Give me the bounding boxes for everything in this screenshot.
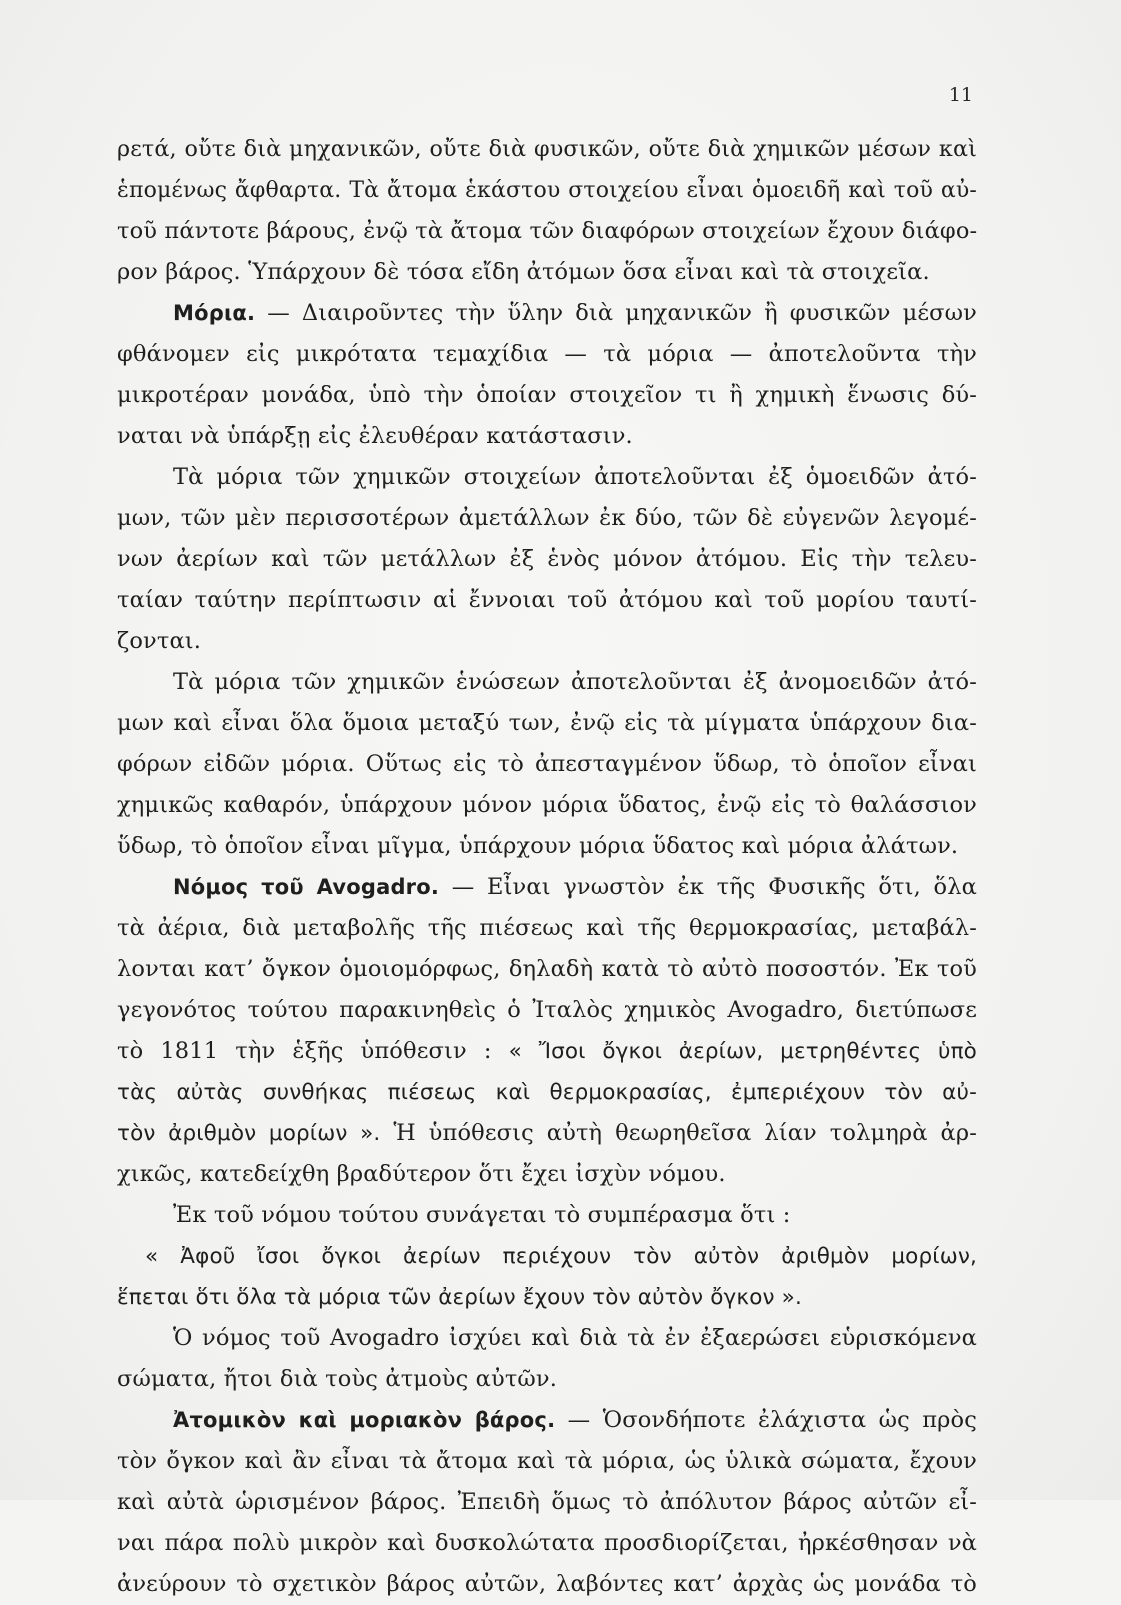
text-line: ρετά, οὔτε διὰ μηχανικῶν, οὔτε διὰ φυσικῶν, οὔτε διὰ χημικῶν μέσων καὶ [117,136,977,162]
text-line: Ἐκ τοῦ νόμου τούτου συνάγεται τὸ συμπέρασμα ὅτι : [173,1202,791,1228]
text-line: φόρων εἰδῶν μόρια. Οὕτως εἰς τὸ ἀπεσταγμένον ὕδωρ, τὸ ὁποῖον εἶναι [117,751,977,777]
text-line: χικῶς, κατεδείχθη βραδύτερον ὅτι ἔχει ἰσχὺν νόμου. [117,1161,726,1187]
text-line: νων ἀερίων καὶ τῶν μετάλλων ἐξ ἑνὸς μόνον ἀτόμου. Εἰς τὴν τελευ- [117,546,977,572]
text-line: ναται νὰ ὑπάρξῃ εἰς ἐλευθέραν κατάστασιν. [117,423,633,449]
text-fragment: — Ὁσονδήποτε ἐλάχιστα ὡς πρὸς [567,1407,977,1433]
text-line: Ὁ νόμος τοῦ Avogadro ἰσχύει καὶ διὰ τὰ ἐν ἐξαερώσει εὑρισκόμενα [173,1325,977,1351]
text-line [117,1113,977,1154]
text-line [117,1031,977,1072]
section-heading-avogadro-law: Νόμος τοῦ Avogadro. [173,875,440,899]
text-line: ταίαν ταύτην περίπτωσιν αἱ ἔννοιαι τοῦ ἀτόμου καὶ τοῦ μορίου ταυτί- [117,587,977,613]
text-line: ἀνεύρουν τὸ σχετικὸν βάρος αὐτῶν, λαβόντες κατ’ ἀρχὰς ὡς μονάδα τὸ [117,1571,977,1597]
page-body-text [117,129,977,1605]
text-line: τὰς αὐτὰς συνθήκας πιέσεως καὶ θερμοκρασίας, ἐμπεριέχουν τὸν αὐ- [117,1080,977,1105]
text-line: ναι πάρα πολὺ μικρὸν καὶ δυσκολώτατα προσδιορίζεται, ἠρκέσθησαν νὰ [117,1530,977,1556]
text-line: σώματα, ἤτοι διὰ τοὺς ἀτμοὺς αὐτῶν. [117,1366,558,1392]
text-fragment: καὶ αὐτὰ ὡρισμένον βάρος. [117,1489,447,1515]
text-line [117,1482,977,1523]
text-line [117,867,977,908]
conclusion-quote-line: « Ἀφοῦ ἴσοι ὄγκοι ἀερίων περιέχουν τὸν αὐτὸν ἀριθμὸν μορίων, [145,1244,977,1269]
text-fragment: — Διαιροῦντες τὴν ὕλην διὰ μηχανικῶν ἢ φυσικῶν μέσων [267,300,977,326]
text-line: λονται κατ’ ὄγκον ὁμοιομόρφως, δηλαδὴ κατὰ τὸ αὐτὸ ποσοστόν. Ἐκ τοῦ [117,956,977,982]
text-line: τὸν ὄγκον καὶ ἂν εἶναι τὰ ἄτομα καὶ τὰ μόρια, ὡς ὑλικὰ σώματα, ἔχουν [117,1448,977,1474]
section-heading-atomic-molecular-weight: Ἀτομικὸν καὶ μοριακὸν βάρος. [173,1408,556,1432]
text-line [117,293,977,334]
page-number: 11 [948,84,973,106]
text-fragment: Ἐπειδὴ ὅμως τὸ ἀπόλυτον βάρος αὐτῶν εἶ- [457,1489,977,1515]
text-fragment: Ἡ ὑπόθεσις αὐτὴ θεωρηθεῖσα λίαν τολμηρὰ ἀρ- [393,1120,977,1146]
text-line: γεγονότος τούτου παρακινηθεὶς ὁ Ἰταλὸς χημικὸς Avogadro, διετύπωσε [117,997,977,1023]
text-line: μων καὶ εἶναι ὅλα ὅμοια μεταξύ των, ἐνῷ εἰς τὰ μίγματα ὑπάρχουν δια- [117,710,977,736]
text-line: ζονται. [117,628,202,654]
text-line: χημικῶς καθαρόν, ὑπάρχουν μόνον μόρια ὕδατος, ἐνῷ εἰς τὸ θαλάσσιον [117,792,977,818]
text-line: Τὰ μόρια τῶν χημικῶν ἑνώσεων ἀποτελοῦνται ἐξ ἀνομοειδῶν ἀτό- [173,669,977,695]
hypothesis-quote-fragment: « Ἴσοι ὄγκοι ἀερίων, μετρηθέντες ὑπὸ [508,1039,977,1064]
text-line: ἑπομένως ἄφθαρτα. Τὰ ἄτομα ἑκάστου στοιχείου εἶναι ὁμοειδῆ καὶ τοῦ αὐ- [117,178,977,203]
text-line: τὰ ἀέρια, διὰ μεταβολῆς τῆς πιέσεως καὶ τῆς θερμοκρασίας, μεταβάλ- [117,915,977,941]
text-line: Τὰ μόρια τῶν χημικῶν στοιχείων ἀποτελοῦνται ἐξ ὁμοειδῶν ἀτό- [173,464,977,490]
section-heading-moria: Μόρια. [173,301,256,325]
text-line: τοῦ πάντοτε βάρους, ἐνῷ τὰ ἄτομα τῶν διαφόρων στοιχείων ἔχουν διάφο- [117,218,977,244]
text-line: ὕδωρ, τὸ ὁποῖον εἶναι μῖγμα, ὑπάρχουν μόρια ὕδατος καὶ μόρια ἀλάτων. [117,833,959,859]
text-fragment: — Εἶναι γνωστὸν ἐκ τῆς Φυσικῆς ὅτι, ὅλα [451,874,977,900]
text-line [117,1400,977,1441]
conclusion-quote-line: ἕπεται ὅτι ὅλα τὰ μόρια τῶν ἀερίων ἔχουν τὸν αὐτὸν ὄγκον ». [117,1285,802,1310]
text-line: ρον βάρος. Ὑπάρχουν δὲ τόσα εἴδη ἀτόμων ὅσα εἶναι καὶ τὰ στοιχεῖα. [117,259,930,285]
hypothesis-quote-fragment: τὸν ἀριθμὸν μορίων ». [117,1121,381,1146]
text-line: φθάνομεν εἰς μικρότατα τεμαχίδια — τὰ μόρια — ἀποτελοῦντα τὴν [117,341,977,367]
text-line: μων, τῶν μὲν περισσοτέρων ἀμετάλλων ἐκ δύο, τῶν δὲ εὐγενῶν λεγομέ- [117,505,977,531]
text-fragment: τὸ 1811 τὴν ἑξῆς ὑπόθεσιν : [117,1038,492,1064]
text-line: μικροτέραν μονάδα, ὑπὸ τὴν ὁποίαν στοιχεῖον τι ἢ χημικὴ ἕνωσις δύ- [117,382,977,408]
